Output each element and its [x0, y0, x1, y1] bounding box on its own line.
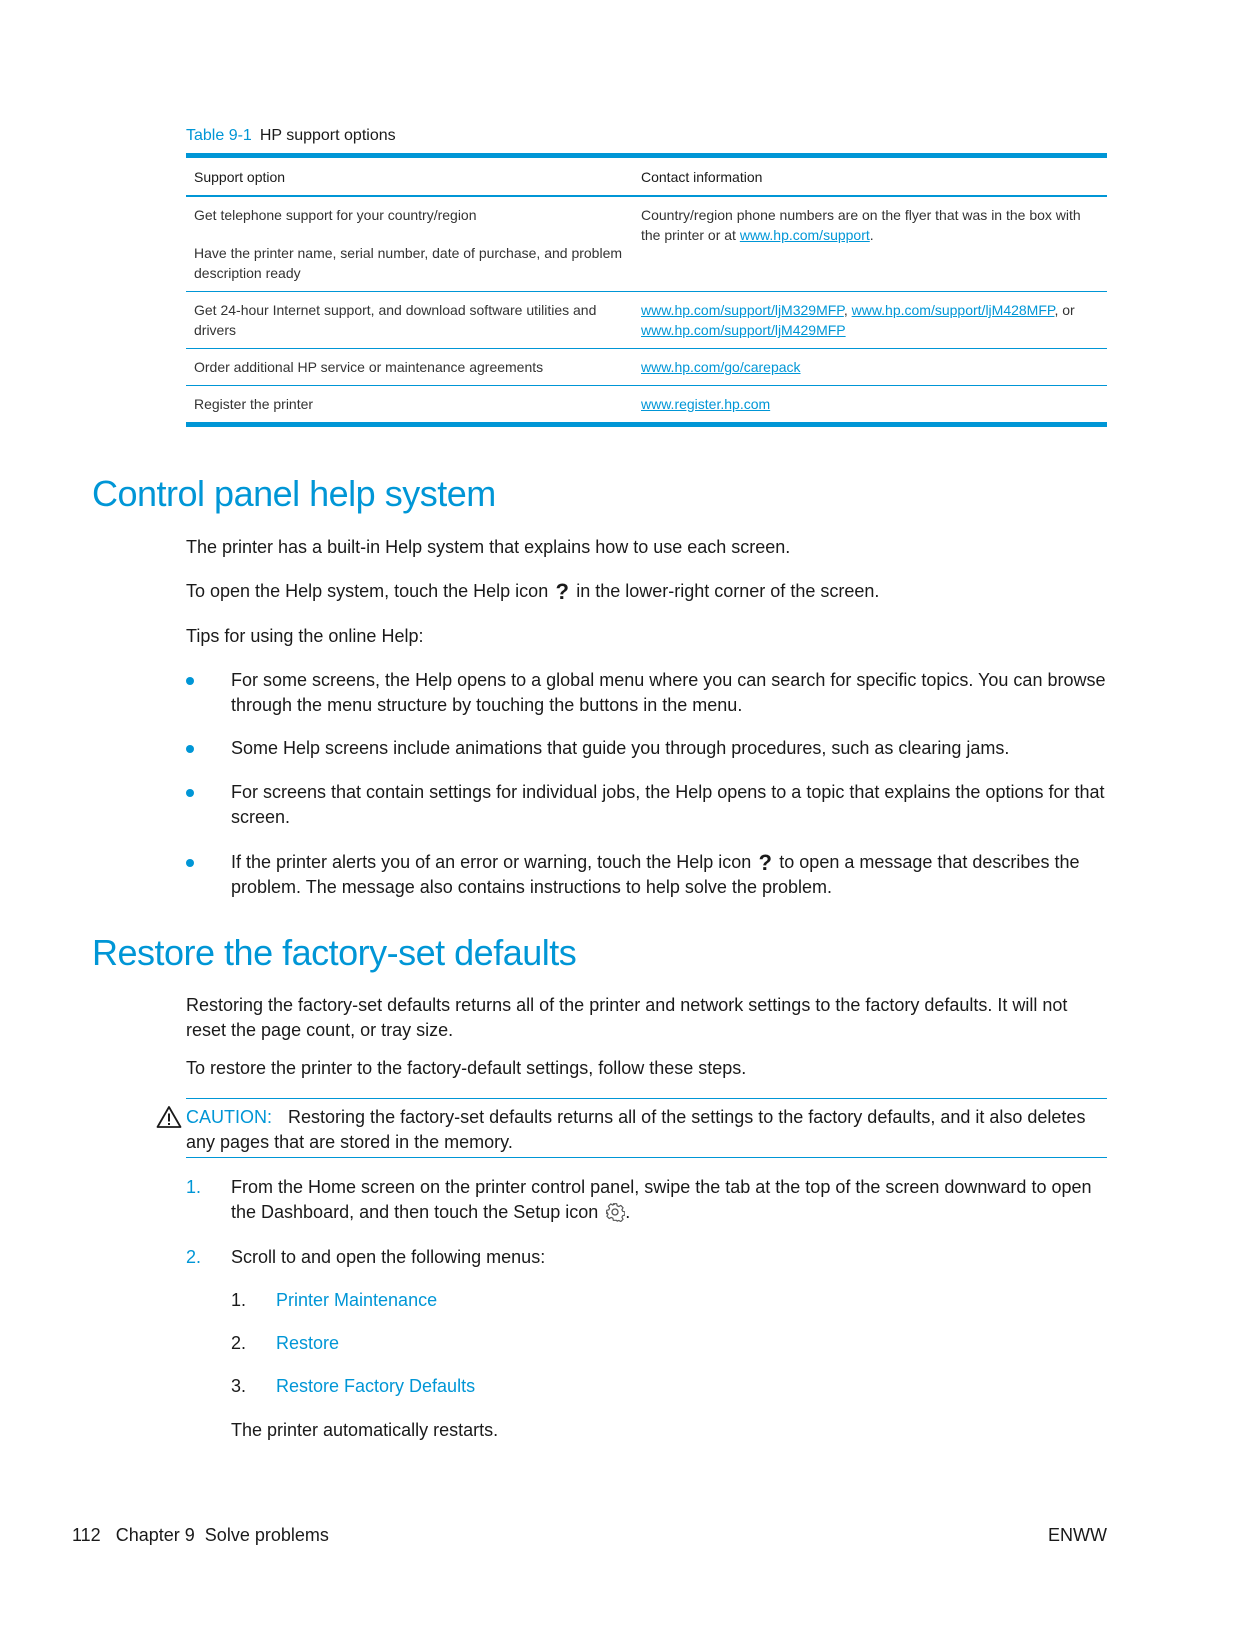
setup-gear-icon: [605, 1202, 625, 1222]
page-number: 112: [72, 1525, 101, 1545]
restart-note: The printer automatically restarts.: [231, 1420, 499, 1440]
contact-cell: [633, 349, 1107, 386]
bullet-text: [231, 850, 1106, 900]
step-1: [186, 1175, 1106, 1225]
contact-cell: [633, 196, 1107, 292]
help-tip-bullet: [186, 850, 1106, 900]
bullet-text: For screens that contain settings for individual jobs, the Help opens to a topic that explains the options for that screen.: [231, 782, 1105, 827]
help-open-instructions: [186, 579, 1106, 604]
table-row: [186, 349, 1107, 386]
text: To open the Help system, touch the Help icon: [186, 581, 554, 601]
menu-number: 2.: [231, 1333, 247, 1353]
table-caption: [186, 127, 396, 145]
bullet-icon: [186, 745, 194, 753]
table-row: [186, 292, 1107, 349]
support-option-cell: [186, 349, 633, 386]
table-row: [186, 196, 1107, 292]
page-footer-left: [72, 1525, 329, 1546]
step-number: 1.: [186, 1177, 202, 1197]
section-heading-help: Control panel help system: [92, 473, 496, 514]
contact-cell: [633, 292, 1107, 349]
menu-path-item: [231, 1288, 437, 1313]
caution-note: [186, 1098, 1107, 1158]
m429mfp-support-link[interactable]: www.hp.com/support/ljM429MFP: [641, 322, 846, 338]
caution-text: Restoring the factory-set defaults returns all of the settings to the factory defaults, and it also deletes any pages that are stored in the memory.: [186, 1107, 1086, 1152]
support-options-table: [186, 153, 1107, 427]
warning-icon: [156, 1105, 182, 1129]
separator: ,: [843, 302, 852, 318]
menu-restore: Restore: [276, 1333, 340, 1353]
chapter-label: Chapter 9: [115, 1525, 195, 1545]
m329mfp-support-link[interactable]: www.hp.com/support/ljM329MFP: [641, 302, 844, 318]
support-option-cell: [186, 196, 633, 292]
menu-printer-maintenance: Printer Maintenance: [276, 1290, 438, 1310]
help-icon: ?: [758, 850, 772, 875]
section-heading-restore: Restore the factory-set defaults: [92, 932, 577, 973]
menu-path-item: [231, 1331, 339, 1356]
option-note: Have the printer name, serial number, date of purchase, and problem description ready: [194, 245, 623, 281]
column-header-support-option: Support option: [194, 169, 286, 185]
step-text: [231, 1175, 1106, 1225]
column-header-contact-information: Contact information: [641, 169, 763, 185]
caution-label: CAUTION:: [186, 1107, 273, 1127]
table-header-row: [186, 156, 1107, 197]
punctuation: .: [869, 227, 874, 243]
menu-number: 3.: [231, 1376, 247, 1396]
text: in the lower-right corner of the screen.: [571, 581, 880, 601]
option-text: Get 24-hour Internet support, and download software utilities and drivers: [194, 302, 597, 338]
help-tip-bullet: [186, 736, 1106, 761]
table-row: [186, 386, 1107, 425]
text: If the printer alerts you of an error or warning, touch the Help icon: [231, 852, 757, 872]
text: From the Home screen on the printer control panel, swipe the tab at the top of the screen downward to open the Dashboard, and then touch the Setup icon: [231, 1177, 1092, 1222]
help-intro: The printer has a built-in Help system that explains how to use each screen.: [186, 537, 791, 557]
bullet-icon: [186, 789, 194, 797]
page-footer-locale: ENWW: [1048, 1525, 1107, 1545]
step-number: 2.: [186, 1247, 202, 1267]
chapter-title: Solve problems: [204, 1525, 329, 1545]
table-number: Table 9-1: [186, 127, 252, 144]
restore-intro: Restoring the factory-set defaults returns all of the printer and network settings to the factory defaults. It will not reset the page count, or tray size.: [186, 995, 1068, 1040]
separator: , or: [1054, 302, 1075, 318]
menu-number: 1.: [231, 1290, 247, 1310]
contact-cell: [633, 386, 1107, 425]
text: to open a message that describes the problem. The message also contains instructions to help solve the problem.: [231, 852, 1080, 897]
step-text: Scroll to and open the following menus:: [231, 1247, 546, 1267]
option-text: Get telephone support for your country/region: [194, 207, 477, 223]
help-icon: ?: [555, 579, 569, 604]
option-text: Order additional HP service or maintenance agreements: [194, 359, 544, 375]
support-option-cell: [186, 292, 633, 349]
m428mfp-support-link[interactable]: www.hp.com/support/ljM428MFP: [851, 302, 1055, 318]
register-link[interactable]: www.register.hp.com: [641, 396, 771, 412]
text: .: [625, 1202, 631, 1222]
help-tip-bullet: [186, 780, 1106, 830]
menu-restore-factory-defaults: Restore Factory Defaults: [276, 1376, 476, 1396]
option-text: Register the printer: [194, 396, 314, 412]
restore-steps-intro: To restore the printer to the factory-default settings, follow these steps.: [186, 1058, 747, 1078]
support-option-cell: [186, 386, 633, 425]
carepack-link[interactable]: www.hp.com/go/carepack: [641, 359, 801, 375]
contact-text: Country/region phone numbers are on the flyer that was in the box with the printer or at: [641, 207, 1081, 243]
bullet-icon: [186, 859, 194, 867]
menu-path-item: [231, 1374, 475, 1399]
hp-support-link[interactable]: www.hp.com/support: [739, 227, 870, 243]
step-2: [186, 1245, 1106, 1270]
bullet-icon: [186, 677, 194, 685]
bullet-text: Some Help screens include animations that guide you through procedures, such as clearing jams.: [231, 738, 1010, 758]
help-tip-bullet: [186, 668, 1106, 718]
table-title: HP support options: [259, 127, 396, 144]
bullet-text: For some screens, the Help opens to a global menu where you can search for specific topics. You can browse through the menu structure by touching the buttons in the menu.: [231, 670, 1106, 715]
tips-label: Tips for using the online Help:: [186, 626, 424, 646]
